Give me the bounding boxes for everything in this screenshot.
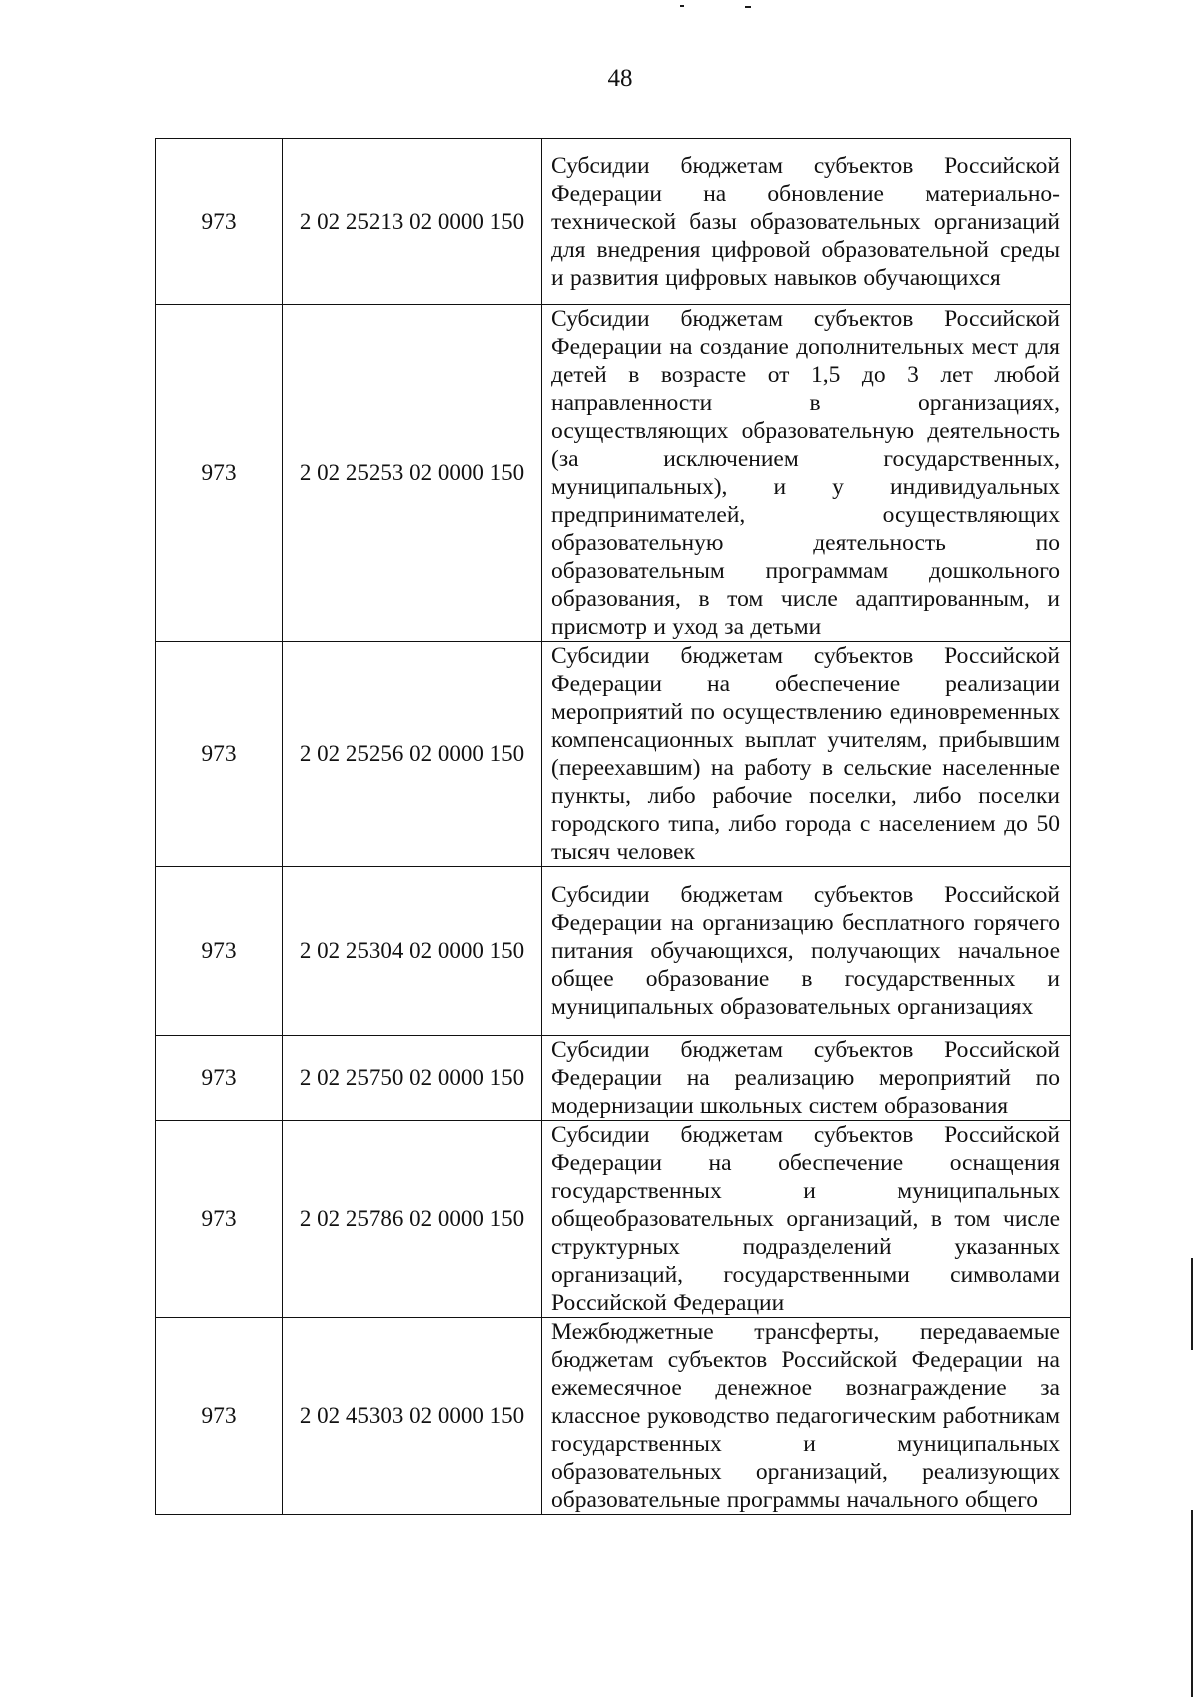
scan-edge-mark (1191, 1510, 1193, 1697)
admin-code-cell: 973 (156, 642, 283, 867)
table-row (156, 867, 1071, 1036)
budget-codes-table (155, 138, 1071, 1515)
table-row (156, 1318, 1071, 1515)
revenue-name-cell: Субсидии бюджетам субъектов Российской Федерации на создание дополнительных мест для детей в возрасте от 1,5 до 3 лет любой направленности в организациях, осуществляющих образовательную деятельность (за исключением государственных, муниципальных), и у индивидуальных предпринимателей, осуществляющих образовательную деятельность по образовательным программам дошкольного образования, в том числе адаптированным, и присмотр и уход за детьми (542, 305, 1071, 642)
table-row (156, 642, 1071, 867)
scan-dust-mark (680, 5, 684, 7)
scan-dust-mark (745, 6, 751, 8)
kbk-code-cell: 2 02 25304 02 0000 150 (283, 867, 542, 1036)
admin-code-cell: 973 (156, 1036, 283, 1121)
table-row (156, 1121, 1071, 1318)
kbk-code-cell: 2 02 25213 02 0000 150 (283, 139, 542, 305)
revenue-name-cell: Субсидии бюджетам субъектов Российской Федерации на организацию бесплатного горячего питания обучающихся, получающих начальное общее образование в государственных и муниципальных образовательных организациях (542, 867, 1071, 1036)
kbk-code-cell: 2 02 45303 02 0000 150 (283, 1318, 542, 1515)
revenue-name-cell: Субсидии бюджетам субъектов Российской Федерации на обновление материально-технической базы образовательных организаций для внедрения цифровой образовательной среды и развития цифровых навыков обучающихся (542, 139, 1071, 305)
revenue-name-cell: Субсидии бюджетам субъектов Российской Федерации на обеспечение реализации мероприятий по осуществлению единовременных компенсационных выплат учителям, прибывшим (переехавшим) на работу в сельские населенные пункты, либо рабочие поселки, либо поселки городского типа, либо города с населением до 50 тысяч человек (542, 642, 1071, 867)
kbk-code-cell: 2 02 25786 02 0000 150 (283, 1121, 542, 1318)
kbk-code-cell: 2 02 25256 02 0000 150 (283, 642, 542, 867)
admin-code-cell: 973 (156, 305, 283, 642)
kbk-code-cell: 2 02 25253 02 0000 150 (283, 305, 542, 642)
admin-code-cell: 973 (156, 139, 283, 305)
admin-code-cell: 973 (156, 1121, 283, 1318)
table-row (156, 139, 1071, 305)
table-row (156, 305, 1071, 642)
kbk-code-cell: 2 02 25750 02 0000 150 (283, 1036, 542, 1121)
page-number: 48 (607, 65, 633, 92)
revenue-name-cell: Субсидии бюджетам субъектов Российской Федерации на реализацию мероприятий по модернизации школьных систем образования (542, 1036, 1071, 1121)
revenue-name-cell: Межбюджетные трансферты, передаваемые бюджетам субъектов Российской Федерации на ежемесячное денежное вознаграждение за классное руководство педагогическим работникам государственных и муниципальных образовательных организаций, реализующих образовательные программы начального общего (542, 1318, 1071, 1515)
table-row (156, 1036, 1071, 1121)
revenue-name-cell: Субсидии бюджетам субъектов Российской Федерации на обеспечение оснащения государственных и муниципальных общеобразовательных организаций, в том числе структурных подразделений указанных организаций, государственными символами Российской Федерации (542, 1121, 1071, 1318)
scan-edge-mark (1191, 1258, 1193, 1350)
admin-code-cell: 973 (156, 1318, 283, 1515)
admin-code-cell: 973 (156, 867, 283, 1036)
